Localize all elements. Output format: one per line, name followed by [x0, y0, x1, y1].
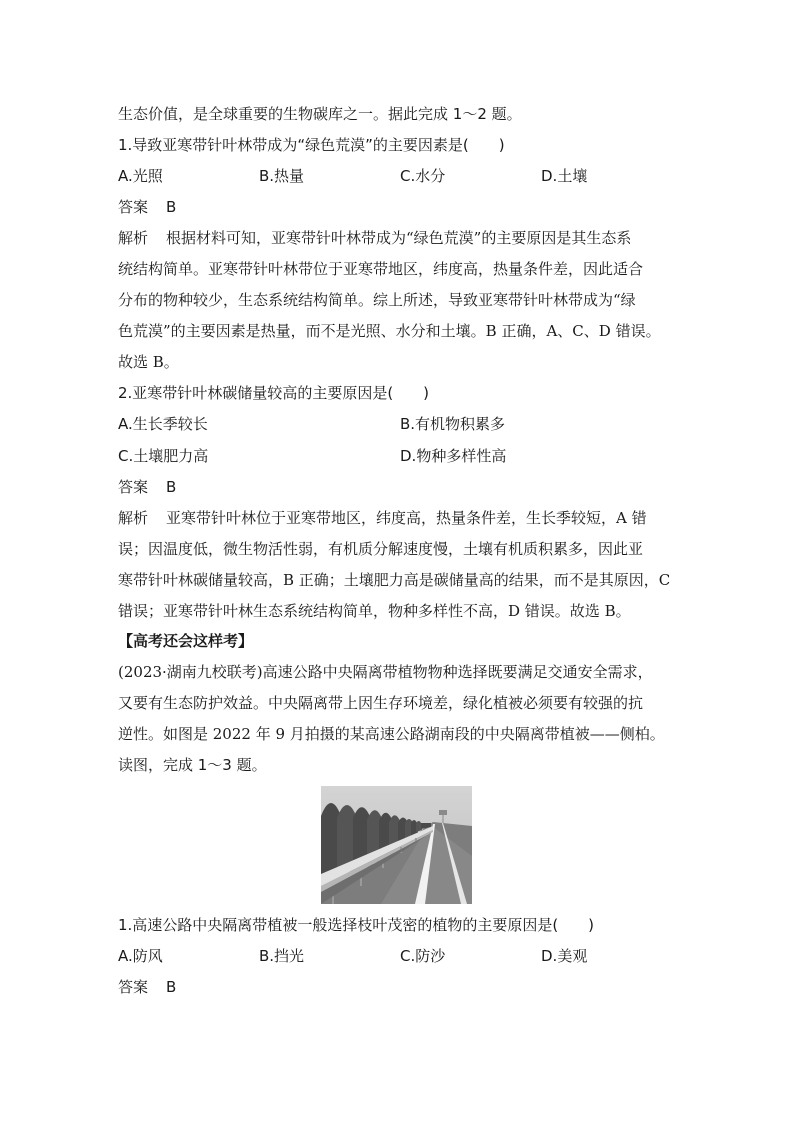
analysis-label: 解析 — [118, 229, 149, 247]
answer-value: B — [166, 478, 177, 496]
q1-analysis-line: 分布的物种较少，生态系统结构简单。综上所述，导致亚寒带针叶林带成为“绿 — [118, 291, 636, 309]
q3-option-b: B.挡光 — [259, 947, 305, 965]
q2-stem: 2.亚寒带针叶林碳储量较高的主要原因是( ) — [118, 384, 430, 402]
q1-answer — [118, 197, 176, 217]
answer-label: 答案 — [118, 978, 149, 996]
q3-option-a: A.防风 — [118, 947, 163, 965]
q2-option-d: D.物种多样性高 — [400, 447, 507, 465]
analysis-label: 解析 — [118, 509, 149, 527]
q1-option-c: C.水分 — [400, 167, 446, 185]
q3-option-c: C.防沙 — [400, 947, 446, 965]
answer-value: B — [166, 198, 177, 216]
q1-analysis-line: 统结构简单。亚寒带针叶林带位于亚寒带地区，纬度高，热量条件差，因此适合 — [118, 260, 644, 278]
q2-option-b: B.有机物积累多 — [400, 415, 506, 433]
material-line: 逆性。如图是 2022 年 9 月拍摄的某高速公路湖南段的中央隔离带植被——侧柏。 — [118, 725, 665, 743]
answer-value: B — [166, 978, 177, 996]
q1-analysis-line: 故选 B。 — [118, 353, 179, 371]
q1-option-b: B.热量 — [259, 167, 305, 185]
q2-option-c: C.土壤肥力高 — [118, 447, 209, 465]
q2-analysis-line: 错误；亚寒带针叶林生态系统结构简单，物种多样性不高，D 错误。故选 B。 — [118, 602, 631, 620]
q1-analysis-line: 色荒漠”的主要因素是热量，而不是光照、水分和土壤。B 正确，A、C、D 错误。 — [118, 322, 661, 340]
q3-stem: 1.高速公路中央隔离带植被一般选择枝叶茂密的植物的主要原因是( ) — [118, 916, 595, 934]
q2-answer — [118, 477, 176, 497]
q2-analysis-line: 寒带针叶林碳储量较高，B 正确；土壤肥力高是碳储量高的结果，而不是其原因，C — [118, 571, 671, 589]
analysis-text: 根据材料可知，亚寒带针叶林带成为“绿色荒漠”的主要原因是其生态系 — [166, 229, 632, 247]
q1-stem: 1.导致亚寒带针叶林带成为“绿色荒漠”的主要因素是( ) — [118, 136, 505, 154]
material-line: 又要有生态防护效益。中央隔离带上因生存环境差，绿化植被必须要有较强的抗 — [118, 694, 644, 712]
q1-option-d: D.土壤 — [541, 167, 588, 185]
q2-analysis-line: 误；因温度低，微生物活性弱，有机质分解速度慢，土壤有机质积累多，因此亚 — [118, 540, 644, 558]
answer-label: 答案 — [118, 198, 149, 216]
q2-analysis-line — [118, 508, 647, 528]
q1-option-a: A.光照 — [118, 167, 163, 185]
answer-label: 答案 — [118, 478, 149, 496]
highway-median-photo — [321, 786, 472, 904]
q2-option-a: A.生长季较长 — [118, 415, 208, 433]
material-line: (2023·湖南九校联考)高速公路中央隔离带植物物种选择既要满足交通安全需求， — [118, 663, 653, 681]
q3-option-d: D.美观 — [541, 947, 588, 965]
q3-answer — [118, 977, 176, 997]
q1-analysis-line — [118, 228, 631, 248]
intro-text: 生态价值，是全球重要的生物碳库之一。据此完成 1～2 题。 — [118, 105, 522, 123]
highway-median-photo-image — [321, 786, 472, 904]
material-line: 读图，完成 1～3 题。 — [118, 756, 267, 774]
analysis-text: 亚寒带针叶林位于亚寒带地区，纬度高，热量条件差，生长季较短，A 错 — [166, 509, 647, 527]
section-title: 【高考还会这样考】 — [118, 632, 254, 650]
